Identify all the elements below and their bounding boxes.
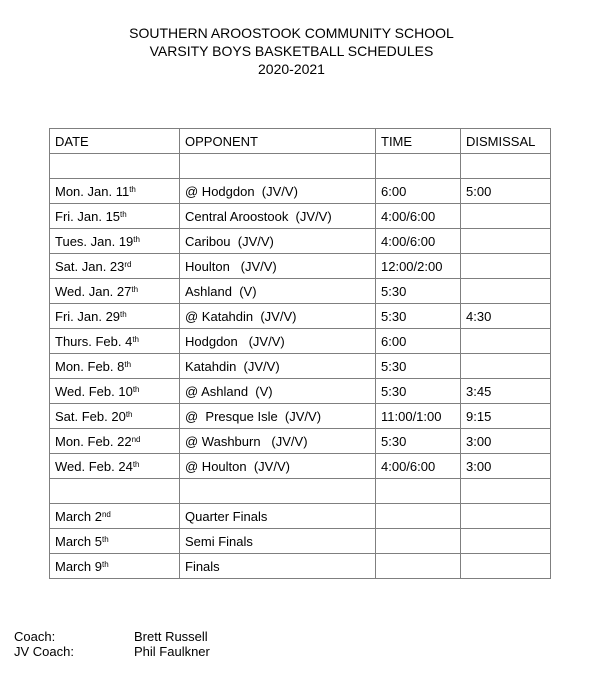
dismissal-cell: 3:00: [461, 429, 551, 454]
dismissal-cell: [461, 504, 551, 529]
date-ordinal-suffix: th: [131, 284, 139, 294]
opponent-cell: @ Hodgdon (JV/V): [180, 179, 376, 204]
time-cell: 5:30: [376, 354, 461, 379]
opponent-cell: @ Ashland (V): [180, 379, 376, 404]
date-cell: [50, 229, 180, 254]
date-text: Tues. Jan. 19: [55, 233, 134, 249]
dismissal-cell: [461, 254, 551, 279]
opponent-cell: Hodgdon (JV/V): [180, 329, 376, 354]
opponent-cell: [180, 479, 376, 504]
date-ordinal-suffix: rd: [124, 259, 132, 269]
table-row: [50, 154, 551, 179]
date-text: Sat. Jan. 23: [55, 258, 125, 274]
jv-coach-name: Phil Faulkner: [134, 644, 210, 659]
coaches-section: [14, 629, 210, 659]
date-text: Wed. Jan. 27: [55, 283, 132, 299]
opponent-cell: @ Washburn (JV/V): [180, 429, 376, 454]
date-text: Mon. Jan. 11: [55, 183, 130, 199]
date-text: Fri. Jan. 29: [55, 308, 121, 324]
schedule-body: [50, 154, 551, 579]
coach-row: [14, 629, 210, 644]
date-text: Wed. Feb. 24: [55, 458, 133, 474]
date-cell: [50, 379, 180, 404]
dismissal-cell: [461, 154, 551, 179]
dismissal-cell: [461, 279, 551, 304]
time-cell: 5:30: [376, 379, 461, 404]
table-row: [50, 504, 551, 529]
coach-name: Brett Russell: [134, 629, 208, 644]
dismissal-cell: 9:15: [461, 404, 551, 429]
date-cell: [50, 504, 180, 529]
table-row: [50, 179, 551, 204]
dismissal-cell: [461, 329, 551, 354]
table-row: [50, 554, 551, 579]
date-ordinal-suffix: th: [101, 534, 109, 544]
opponent-cell: @ Houlton (JV/V): [180, 454, 376, 479]
date-text: Thurs. Feb. 4: [55, 333, 133, 349]
date-ordinal-suffix: th: [120, 309, 127, 319]
time-cell: 5:30: [376, 429, 461, 454]
time-cell: 4:00/6:00: [376, 204, 461, 229]
table-row: [50, 329, 551, 354]
time-cell: 11:00/1:00: [376, 404, 461, 429]
date-ordinal-suffix: th: [125, 409, 133, 419]
opponent-cell: @ Presque Isle (JV/V): [180, 404, 376, 429]
time-cell: [376, 154, 461, 179]
date-cell: [50, 154, 180, 179]
dismissal-cell: 3:45: [461, 379, 551, 404]
date-ordinal-suffix: th: [101, 559, 109, 569]
dismissal-cell: 4:30: [461, 304, 551, 329]
dismissal-cell: [461, 204, 551, 229]
column-header-date: DATE: [50, 129, 180, 154]
date-ordinal-suffix: th: [132, 384, 140, 394]
date-ordinal-suffix: th: [132, 334, 139, 344]
opponent-cell: Ashland (V): [180, 279, 376, 304]
table-row: [50, 529, 551, 554]
time-cell: [376, 479, 461, 504]
time-cell: 4:00/6:00: [376, 229, 461, 254]
date-text: Sat. Feb. 20: [55, 408, 126, 424]
schedule-table: [49, 128, 551, 579]
school-name: SOUTHERN AROOSTOOK COMMUNITY SCHOOL: [129, 25, 454, 41]
date-cell: [50, 429, 180, 454]
date-cell: [50, 479, 180, 504]
time-cell: [376, 529, 461, 554]
table-row: [50, 429, 551, 454]
table-header-row: [50, 129, 551, 154]
date-cell: [50, 179, 180, 204]
coach-role: Coach:: [14, 629, 56, 644]
date-cell: [50, 404, 180, 429]
date-cell: [50, 454, 180, 479]
date-text: Fri. Jan. 15: [55, 208, 121, 224]
opponent-cell: Central Aroostook (JV/V): [180, 204, 376, 229]
opponent-cell: Finals: [180, 554, 376, 579]
date-cell: [50, 304, 180, 329]
time-cell: [376, 554, 461, 579]
jv-coach-role: JV Coach:: [14, 644, 74, 659]
column-header-opponent: OPPONENT: [180, 129, 376, 154]
date-cell: [50, 254, 180, 279]
date-cell: [50, 329, 180, 354]
table-row: [50, 354, 551, 379]
dismissal-cell: [461, 229, 551, 254]
table-row: [50, 254, 551, 279]
date-text: Mon. Feb. 22: [55, 433, 132, 449]
time-cell: 5:30: [376, 279, 461, 304]
date-ordinal-suffix: nd: [131, 434, 141, 444]
date-ordinal-suffix: th: [129, 184, 136, 194]
column-header-dismissal: DISMISSAL: [461, 129, 551, 154]
date-cell: [50, 204, 180, 229]
opponent-cell: Quarter Finals: [180, 504, 376, 529]
time-cell: 4:00/6:00: [376, 454, 461, 479]
opponent-cell: Caribou (JV/V): [180, 229, 376, 254]
date-text: March 5: [55, 533, 102, 549]
table-row: [50, 304, 551, 329]
date-ordinal-suffix: th: [120, 209, 127, 219]
time-cell: 12:00/2:00: [376, 254, 461, 279]
table-row: [50, 479, 551, 504]
time-cell: [376, 504, 461, 529]
table-row: [50, 404, 551, 429]
jv-coach-row: [14, 644, 210, 659]
date-ordinal-suffix: th: [133, 234, 140, 244]
date-cell: [50, 554, 180, 579]
opponent-cell: [180, 154, 376, 179]
season-year: 2020-2021: [258, 61, 325, 77]
time-cell: 6:00: [376, 329, 461, 354]
opponent-cell: Semi Finals: [180, 529, 376, 554]
column-header-time: TIME: [376, 129, 461, 154]
date-text: March 9: [55, 558, 102, 574]
document-header: [0, 24, 583, 78]
date-text: Wed. Feb. 10: [55, 383, 133, 399]
date-ordinal-suffix: th: [124, 359, 132, 369]
date-text: Mon. Feb. 8: [55, 358, 125, 374]
table-row: [50, 204, 551, 229]
table-row: [50, 454, 551, 479]
opponent-cell: @ Katahdin (JV/V): [180, 304, 376, 329]
table-row: [50, 379, 551, 404]
date-ordinal-suffix: th: [132, 459, 140, 469]
dismissal-cell: 5:00: [461, 179, 551, 204]
time-cell: 6:00: [376, 179, 461, 204]
opponent-cell: Katahdin (JV/V): [180, 354, 376, 379]
dismissal-cell: [461, 479, 551, 504]
date-cell: [50, 529, 180, 554]
dismissal-cell: 3:00: [461, 454, 551, 479]
dismissal-cell: [461, 529, 551, 554]
time-cell: 5:30: [376, 304, 461, 329]
date-cell: [50, 354, 180, 379]
date-ordinal-suffix: nd: [101, 509, 111, 519]
dismissal-cell: [461, 554, 551, 579]
opponent-cell: Houlton (JV/V): [180, 254, 376, 279]
date-cell: [50, 279, 180, 304]
schedule-title: VARSITY BOYS BASKETBALL SCHEDULES: [149, 43, 434, 59]
table-row: [50, 279, 551, 304]
date-text: March 2: [55, 508, 102, 524]
dismissal-cell: [461, 354, 551, 379]
table-row: [50, 229, 551, 254]
